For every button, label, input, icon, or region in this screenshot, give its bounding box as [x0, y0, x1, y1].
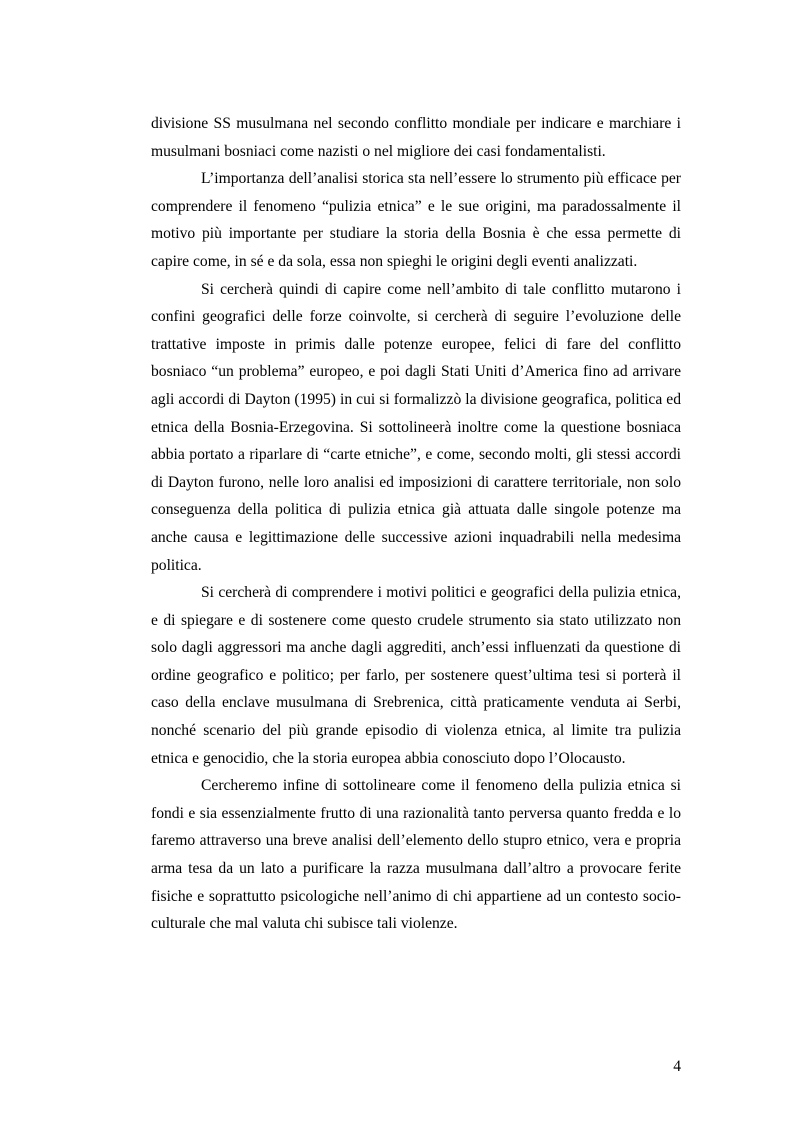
body-text: [151, 110, 681, 938]
paragraph-geographic-borders: Si cercherà quindi di capire come nell’ambito di tale conflitto mutarono i confini geografici delle forze coinvolte, si cercherà di seguire l’evoluzione delle trattative imposte in primis dalle potenze europee, felici di fare del conflitto bosniaco “un problema” europeo, e poi dagli Stati Uniti d’America fino ad arrivare agli accordi di Dayton (1995) in cui si formalizzò la divisione geografica, politica ed etnica della Bosnia-Erzegovina. Si sottolineerà inoltre come la questione bosniaca abbia portato a riparlare di “carte etniche”, e come, secondo molti, gli stessi accordi di Dayton furono, nelle loro analisi ed imposizioni di carattere territoriale, non solo conseguenza della politica di pulizia etnica già attuata dalle singole potenze ma anche causa e legittimazione delle successive azioni inquadrabili nella medesima politica.: [151, 280, 681, 574]
paragraph-political-motives: Si cercherà di comprendere i motivi politici e geografici della pulizia etnica, e di spiegare e di sostenere come questo crudele strumento sia stato utilizzato non solo dagli aggressori ma anche dagli aggrediti, anch’essi influenzati da questione di ordine geografico e politico; per farlo, per sostenere quest’ultima tesi si porterà il caso della enclave musulmana di Srebrenica, città praticamente venduta ai Serbi, nonché scenario del più grande episodio di violenza etnica, al limite tra pulizia etnica e genocidio, che la storia europea abbia conosciuto dopo l’Olocausto.: [151, 584, 681, 767]
page-number: 4: [673, 1058, 681, 1075]
paragraph-ethnic-rape: Cercheremo infine di sottolineare come il fenomeno della pulizia etnica si fondi e sia essenzialmente frutto di una razionalità tanto perversa quanto fredda e lo faremo attraverso una breve analisi dell’elemento dello stupro etnico, vera e propria arma tesa da un lato a purificare la razza musulmana dall’altro a provocare ferite fisiche e soprattutto psicologiche nell’animo di chi appartiene ad un contesto socio-culturale che mal valuta chi subisce tali violenze.: [151, 777, 681, 933]
paragraph-continuation: divisione SS musulmana nel secondo conflitto mondiale per indicare e marchiare i musulmani bosniaci come nazisti o nel migliore dei casi fondamentalisti.: [151, 115, 681, 160]
paragraph-historical-analysis: L’importanza dell’analisi storica sta nell’essere lo strumento più efficace per comprendere il fenomeno “pulizia etnica” e le sue origini, ma paradossalmente il motivo più importante per studiare la storia della Bosnia è che essa permette di capire come, in sé e da sola, essa non spieghi le origini degli eventi analizzati.: [151, 170, 681, 270]
